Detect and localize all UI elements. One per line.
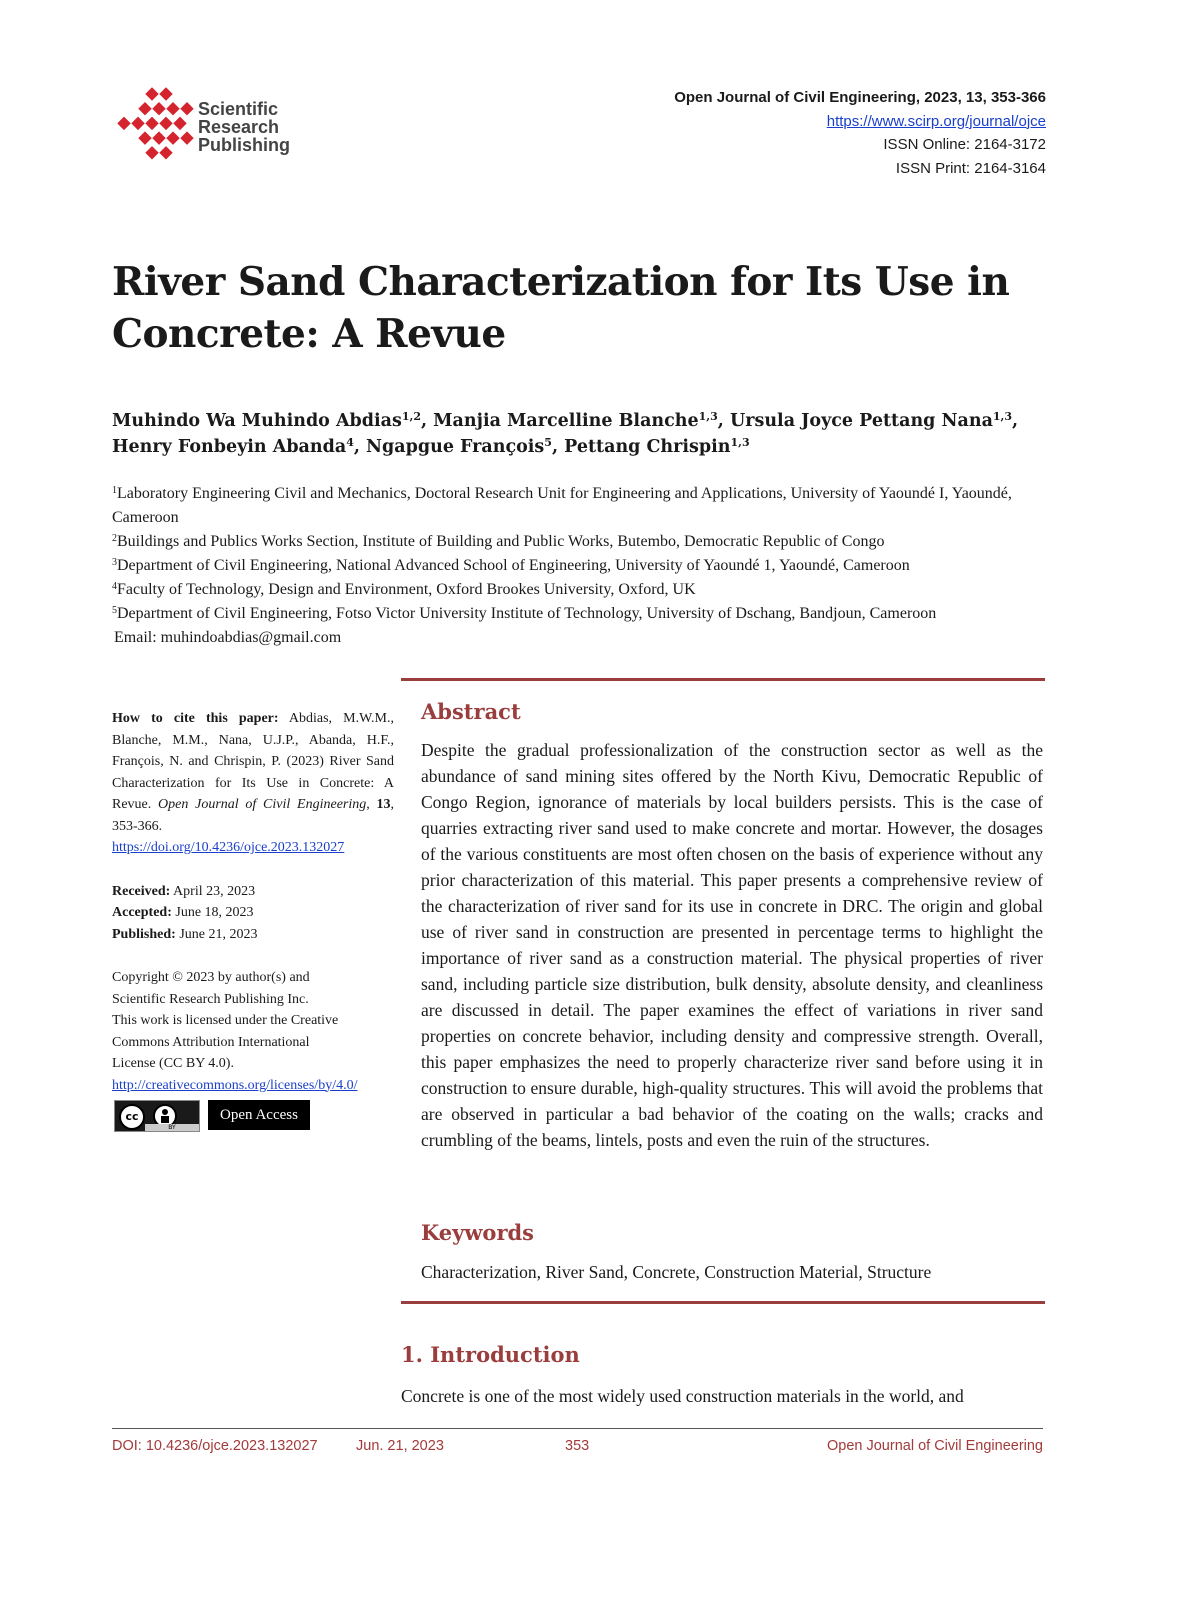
cite-pages: , 353-366.: [112, 797, 395, 834]
received-label: Received:: [112, 883, 171, 899]
logo-diamond: [180, 102, 193, 115]
accepted-label: Accepted:: [112, 905, 172, 920]
affiliation-item: [112, 602, 1072, 626]
author-name: Manjia Marcelline Blanche: [433, 411, 699, 431]
affiliation-text: Department of Civil Engineering, National Advanced School of Engineering, University of Yaoundé 1, Yaoundé, Cameroon: [117, 557, 910, 574]
author-affiliation-mark: 4: [346, 436, 354, 449]
license-badges: [112, 1100, 394, 1132]
author-separator: ,: [551, 437, 565, 457]
author-affiliation-mark: 1,2: [401, 410, 421, 423]
affiliation-text: Department of Civil Engineering, Fotso Victor University Institute of Technology, University of Dschang, Bandjoun, Cameroon: [117, 605, 937, 622]
author-affiliation-mark: 1,3: [698, 410, 718, 423]
affiliation-number: 4: [112, 581, 117, 592]
affiliation-text: Faculty of Technology, Design and Environment, Oxford Brookes University, Oxford, UK: [117, 581, 696, 598]
affiliation-item: [112, 578, 1072, 602]
publisher-logo[interactable]: [114, 86, 304, 172]
footer-doi: DOI: 10.4236/ojce.2023.132027: [112, 1438, 318, 1454]
published-value: June 21, 2023: [179, 926, 258, 942]
logo-diamond: [180, 131, 193, 144]
affiliation-number: 1: [112, 485, 117, 496]
logo-diamond: [159, 87, 172, 100]
page-number: 353: [565, 1438, 590, 1454]
author-name: Pettang Chrispin: [564, 437, 731, 457]
publication-dates: [112, 881, 394, 946]
copyright-line: Scientific Research Publishing Inc.: [112, 991, 309, 1007]
author-name: Ngapgue François: [366, 437, 545, 457]
introduction-first-line: Concrete is one of the most widely used construction materials in the world, and: [401, 1386, 964, 1406]
footer-rule: [112, 1428, 1043, 1429]
how-to-cite: How to cite this paper: Abdias, M.W.M., Blanche, M.M., Nana, U.J.P., Abanda, H.F., François, N. and Chrispin, P. (2023) River Sand Characterization for Its Use in Concrete: A Revue. Open Journal of Civil Engineering, 13, 353-366. https://doi.org/10.4236/ojce.2023.132027: [112, 711, 395, 855]
author-separator: ,: [1012, 411, 1019, 431]
footer-date: Jun. 21, 2023: [356, 1438, 444, 1454]
affiliation-number: 5: [112, 605, 117, 616]
title-line: Concrete: A Revue: [112, 311, 506, 357]
affiliation-text: Buildings and Publics Works Section, Institute of Building and Public Works, Butembo, Democratic Republic of Congo: [117, 533, 885, 550]
cc-by-badge[interactable]: [114, 1100, 200, 1132]
author-name: Muhindo Wa Muhindo Abdias: [112, 411, 402, 431]
copyright-line: License (CC BY 4.0).: [112, 1056, 234, 1071]
author-name: Ursula Joyce Pettang Nana: [729, 411, 993, 431]
received-value: April 23, 2023: [173, 883, 256, 899]
publisher-name: [198, 100, 290, 154]
author-separator: ,: [353, 437, 367, 457]
citation-sidebar: [112, 708, 394, 1132]
author-separator: ,: [717, 411, 730, 431]
cite-journal: Open Journal of Civil Engineering: [158, 797, 367, 812]
author-separator: ,: [420, 411, 434, 431]
abstract-top-rule: [401, 678, 1045, 681]
cc-icon: cc: [119, 1104, 145, 1130]
author-name: Henry Fonbeyin Abanda: [112, 437, 347, 457]
author-affiliation-mark: 5: [544, 436, 552, 449]
copyright-line: This work is licensed under the Creative: [112, 1013, 339, 1028]
affiliation-number: 2: [112, 533, 117, 544]
logo-diamond: [152, 102, 165, 115]
author-list: [112, 408, 1072, 460]
introduction-heading: 1. Introduction: [401, 1342, 580, 1367]
issn-online: ISSN Online: 2164-3172: [883, 136, 1046, 153]
published-date: [112, 924, 394, 946]
keywords-body: Characterization, River Sand, Concrete, Construction Material, Structure: [421, 1262, 932, 1282]
doi-link[interactable]: https://doi.org/10.4236/ojce.2023.132027: [112, 840, 345, 855]
license-link[interactable]: http://creativecommons.org/licenses/by/4.0/: [112, 1077, 358, 1093]
contact-email[interactable]: Email: muhindoabdias@gmail.com: [114, 629, 342, 646]
cite-label: How to cite this paper:: [112, 711, 279, 726]
keywords-heading: Keywords: [421, 1220, 535, 1245]
received-date: [112, 881, 394, 903]
title-line: River Sand Characterization for Its Use in: [112, 259, 1010, 305]
logo-diamond: [173, 117, 186, 130]
affiliation-number: 3: [112, 557, 117, 568]
publisher-name-line: Publishing: [198, 135, 290, 155]
copyright-line: Copyright © 2023 by author(s) and: [112, 970, 310, 985]
logo-diamond: [145, 117, 158, 130]
abstract-heading: Abstract: [421, 699, 521, 724]
author-affiliation-mark: 1,3: [992, 410, 1013, 423]
logo-diamond: [117, 117, 130, 130]
journal-citation: Open Journal of Civil Engineering, 2023, 13, 353-366: [674, 89, 1046, 106]
publisher-logo-icon: [114, 86, 194, 172]
logo-diamond: [131, 117, 144, 130]
affiliation-item: [112, 554, 1072, 578]
logo-diamond: [152, 131, 165, 144]
journal-url-link[interactable]: https://www.scirp.org/journal/ojce: [826, 112, 1046, 130]
author-line: [112, 434, 1072, 460]
paper-title: [112, 256, 1072, 360]
logo-diamond: [145, 146, 158, 159]
logo-diamond: [159, 117, 172, 130]
copyright-line: Commons Attribution International: [112, 1034, 310, 1050]
footer-journal: Open Journal of Civil Engineering: [826, 1438, 1043, 1454]
copyright-notice: [112, 967, 394, 1096]
logo-diamond: [166, 102, 179, 115]
by-label: BY: [145, 1124, 199, 1131]
cite-volume: 13: [376, 797, 391, 812]
affiliation-list: [112, 482, 1072, 650]
logo-diamond: [145, 87, 158, 100]
logo-diamond: [159, 146, 172, 159]
author-line: [112, 408, 1072, 434]
publisher-name-line: Scientific: [198, 99, 279, 119]
open-access-badge[interactable]: Open Access: [208, 1100, 310, 1130]
accepted-date: [112, 902, 394, 924]
publisher-name-line: Research: [198, 117, 280, 137]
keywords-bottom-rule: [401, 1301, 1045, 1304]
journal-info: [674, 86, 1046, 180]
logo-diamond: [166, 131, 179, 144]
issn-print: ISSN Print: 2164-3164: [895, 159, 1046, 177]
cite-text: Abdias, M.W.M., Blanche, M.M., Nana, U.J.P., Abanda, H.F., François, N. and Chrispin, P. (2023) River Sand Characterization for Its Use in Concrete: A Revue.: [112, 711, 394, 812]
affiliation-item: [112, 530, 1072, 554]
published-label: Published:: [112, 926, 176, 942]
logo-diamond: [138, 131, 151, 144]
abstract-body: Despite the gradual professionalization of the construction sector as well as the abundance of sand mining sites offered by the North Kivu, Democratic Republic of Congo Region, ignorance of materials by local builders persists. This is the case of quarries extracting river sand used to make concrete and mortar. However, the dosages of the various constituents are most often chosen on the basis of experience without any prior characterization of this material. This paper presents a comprehensive review of the characterization of river sand for its use in concrete in DRC. The origin and global use of river sand in construction are presented in percentage terms to highlight the importance of river sand as a construction material. The physical properties of river sand, including particle size distribution, bulk density, absolute density, and cleanliness are discussed in detail. The paper examines the effect of variations in river sand properties on concrete behavior, including density and compressive strength. Overall, this paper emphasizes the need to properly characterize river sand before using it in construction to ensure durable, high-quality structures. This will avoid the problems that are observed in particular a bad behavior of the coating on the walls; cracks and crumbling of the beams, lintels, posts and even the ruin of the structures.: [421, 740, 1043, 1150]
author-affiliation-mark: 1,3: [730, 436, 750, 449]
affiliation-text: Laboratory Engineering Civil and Mechanics, Doctoral Research Unit for Engineering and Applications, University of Yaoundé I, Yaoundé, Cameroon: [112, 485, 1012, 526]
affiliation-item: [112, 482, 1072, 530]
logo-diamond: [138, 102, 151, 115]
accepted-value: June 18, 2023: [175, 905, 254, 920]
